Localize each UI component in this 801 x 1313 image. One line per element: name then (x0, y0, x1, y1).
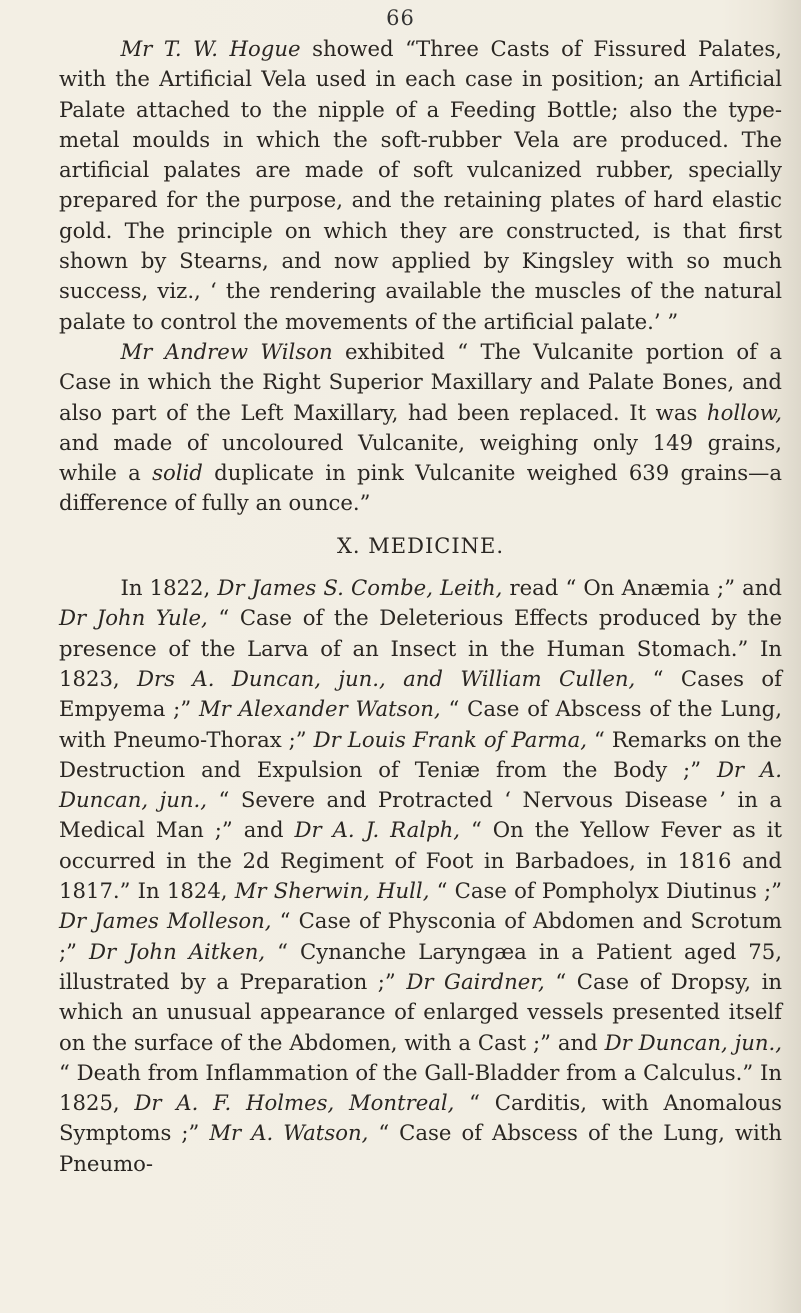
text-run: In 1822, (120, 575, 218, 601)
italic-run: Dr Gairdner, (406, 968, 545, 994)
text-run: and made of uncoloured Vulcanite, weighing only 149 grains, while a (59, 429, 782, 486)
text-run: “ Case of the Deleterious Effects produced by the presence of the Larva of an Insect in the Human Stomach.” In 1823, (59, 605, 782, 691)
italic-run: Mr Alexander Watson, (198, 696, 441, 722)
text-run: “ Case of Dropsy, in which an unusual appearance of enlarged vessels presented itself on the surface of the Abdomen, with a Cast ;” and (59, 968, 782, 1055)
text-run: exhibited “ The Vulcanite portion of a Case in which the Right Superior Maxillary and Palate Bones, and also part of the Left Maxillary, had been replaced. It was (59, 338, 782, 425)
italic-run: hollow, (706, 399, 782, 425)
italic-run: Dr A. Duncan, jun., (59, 756, 782, 813)
text-run: “ Cases of Empyema ;” (59, 665, 782, 722)
text-run: “ Case of Physconia of Abdomen and Scrotum ;” (59, 908, 782, 964)
italic-run: Dr A. J. Ralph, (294, 817, 460, 843)
text-run: “ Severe and Protracted ‘ Nervous Disease ’ in a Medical Man ;” and (59, 787, 782, 843)
italic-run: Mr A. Watson, (209, 1120, 369, 1146)
paragraph-hogue (59, 34, 782, 337)
italic-run: Dr James Molleson, (59, 908, 272, 934)
text-run: “ Case of Pompholyx Diutinus ;” (429, 878, 782, 904)
text-run: duplicate in pink Vulcanite weighed 639 grains—a difference of fully an ounce.” (59, 460, 782, 516)
text-run: “ Case of Abscess of the Lung, with Pneumo- (59, 1120, 782, 1176)
paragraph-wilson (59, 337, 782, 519)
italic-run: Dr Duncan, jun., (604, 1029, 782, 1055)
text-run: “ On the Yellow Fever as it occurred in the 2d Regiment of Foot in Barbadoes, in 1816 and 1817.” In 1824, (59, 817, 782, 904)
text-run: showed “Three Casts of Fissured Palates, with the Artificial Vela used in each case in position; an Artificial Palate attached to the nipple of a Feeding Bottle; also the type-metal moulds in which the soft-rubber Vela are produced. The artificial palates are made of soft vulcanized rubber, specially prepared for the purpose, and the retaining plates of hard elastic gold. The principle on which they are constructed, is that first shown by Stearns, and now applied by Kingsley with so much success, viz., ‘ the rendering available the muscles of the natural palate to control the movements of the artificial palate.’ ” (59, 36, 782, 334)
section-heading: X. MEDICINE. (336, 533, 504, 558)
italic-run: Dr Louis Frank of Parma, (313, 726, 587, 752)
italic-run: Dr John Aitken, (89, 938, 266, 964)
text-run: “ Case of Abscess of the Lung, with Pneumo-Thorax ;” (59, 696, 782, 752)
italic-run: solid (152, 460, 203, 486)
text-run: “ Death from Inflammation of the Gall-Bladder from a Calculus.” In 1825, (59, 1059, 782, 1116)
text-run: “ Cynanche Laryngæa in a Patient aged 75, illustrated by a Preparation ;” (59, 938, 782, 994)
text-run: read “ On Anæmia ;” and (502, 575, 783, 601)
italic-run: Dr James S. Combe, Leith, (217, 575, 503, 601)
body-text (59, 34, 782, 1179)
italic-run: Drs A. Duncan, jun., and William Cullen, (137, 665, 636, 691)
text-run: “ Carditis, with Anomalous Symptoms ;” (59, 1090, 782, 1146)
text-run: “ Remarks on the Destruction and Expulsion of Teniæ from the Body ;” (59, 726, 782, 782)
italic-run: Mr T. W. Hogue (120, 36, 301, 61)
italic-run: Mr Andrew Wilson (120, 338, 333, 364)
page-number: 66 (386, 6, 415, 30)
italic-run: Mr Sherwin, Hull, (234, 878, 430, 904)
italic-run: Dr A. F. Holmes, Montreal, (134, 1090, 455, 1116)
paragraph-medicine (59, 573, 782, 1179)
italic-run: Dr John Yule, (59, 605, 208, 631)
